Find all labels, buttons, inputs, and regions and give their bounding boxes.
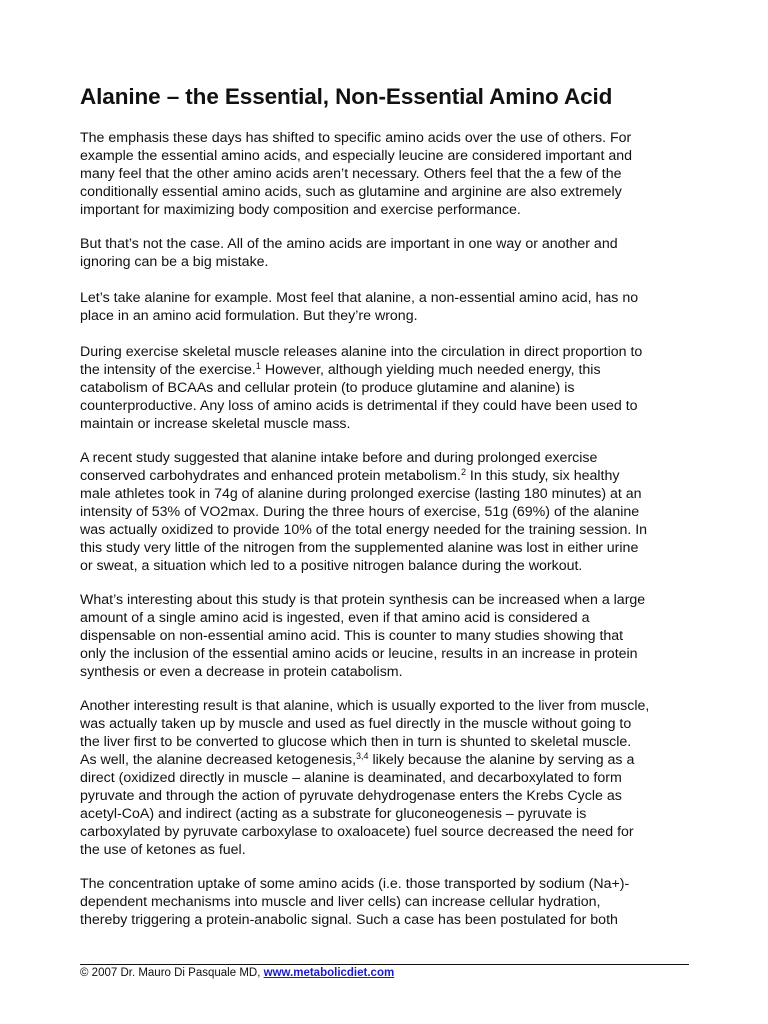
text-line: or sweat, a situation which led to a positive nitrogen balance during the workout. <box>80 558 583 574</box>
text-line: the intensity of the exercise.$^1$ However, although yielding much needed energy, this <box>80 361 601 378</box>
text-line: was actually oxidized to provide 10% of the total energy needed for the training session. In <box>80 522 648 538</box>
text-line: dependent mechanisms into muscle and liver cells) can increase cellular hydration, <box>80 894 601 910</box>
text-line: conditionally essential amino acids, such as glutamine and arginine are also extremely <box>80 184 622 200</box>
text-line: important for maximizing body composition and exercise performance. <box>80 202 521 218</box>
paragraph-intro <box>80 129 692 219</box>
text-line: only the inclusion of the essential amino acids or leucine, results in an increase in protein <box>80 646 638 662</box>
text-line: conserved carbohydrates and enhanced protein metabolism.$^2$ In this study, six healthy <box>80 467 620 484</box>
text-line: thereby triggering a protein-anabolic signal. Such a case has been postulated for both <box>80 912 618 928</box>
footnote-ref: 1 <box>255 361 261 371</box>
paragraph-exercise-release <box>80 343 692 433</box>
text-line: Another interesting result is that alanine, which is usually exported to the liver from muscle, <box>80 698 650 714</box>
text-line: But that’s not the case. All of the amino acids are important in one way or another and <box>80 236 618 252</box>
text-line: During exercise skeletal muscle releases alanine into the circulation in direct proportion to <box>80 344 643 360</box>
text-line: dispensable on non-essential amino acid. This is counter to many studies showing that <box>80 628 624 644</box>
page-title: Alanine – the Essential, Non-Essential Amino Acid <box>80 84 613 109</box>
paragraph-cellular-hydration <box>80 875 692 929</box>
page-footer <box>80 965 394 981</box>
text-line: pyruvate and through the action of pyruvate dehydrogenase enters the Krebs Cycle as <box>80 788 622 804</box>
paragraph-muscle-fuel <box>80 697 692 859</box>
text-line: The emphasis these days has shifted to specific amino acids over the use of others. For <box>80 130 632 146</box>
paragraph-not-the-case <box>80 235 692 271</box>
text-line: this study very little of the nitrogen from the supplemented alanine was lost in either urine <box>80 540 639 556</box>
text-line: male athletes took in 74g of alanine during prolonged exercise (lasting 180 minutes) at an <box>80 486 642 502</box>
paragraph-recent-study <box>80 449 692 575</box>
text-line: maintain or increase skeletal muscle mass. <box>80 416 351 432</box>
footnote-ref: 3,4 <box>356 751 369 761</box>
text-line: counterproductive. Any loss of amino acids is detrimental if they could have been used to <box>80 398 638 414</box>
text-line: direct (oxidized directly in muscle – alanine is deaminated, and decarboxylated to form <box>80 770 622 786</box>
text-line: was actually taken up by muscle and used as fuel directly in the muscle without going to <box>80 716 632 732</box>
text-line: Let’s take alanine for example. Most feel that alanine, a non-essential amino acid, has no <box>80 290 639 306</box>
footer-copyright: © 2007 Dr. Mauro Di Pasquale MD, <box>80 967 261 979</box>
footnote-ref: 2 <box>460 467 466 477</box>
text-line: intensity of 53% of VO2max. During the three hours of exercise, 51g (69%) of the alanine <box>80 504 640 520</box>
text-line: example the essential amino acids, and especially leucine are considered important and <box>80 148 633 164</box>
text-line: carboxylated by pyruvate carboxylase to oxaloacete) fuel source decreased the need for <box>80 824 634 840</box>
text-line: synthesis or even a decrease in protein catabolism. <box>80 664 403 680</box>
paragraph-alanine-example <box>80 289 692 325</box>
text-line: acetyl-CoA) and indirect (acting as a substrate for gluconeogenesis – pyruvate is <box>80 806 587 822</box>
text-line: What’s interesting about this study is that protein synthesis can be increased when a large <box>80 592 646 608</box>
text-line: the use of ketones as fuel. <box>80 842 246 858</box>
paragraph-protein-synthesis <box>80 591 692 681</box>
text-line: many feel that the other amino acids aren’t necessary. Others feel that the a few of the <box>80 166 622 182</box>
text-line: A recent study suggested that alanine intake before and during prolonged exercise <box>80 450 598 466</box>
text-line: catabolism of BCAAs and cellular protein (to produce glutamine and alanine) is <box>80 380 575 396</box>
text-line: place in an amino acid formulation. But they’re wrong. <box>80 308 418 324</box>
text-line: The concentration uptake of some amino acids (i.e. those transported by sodium (Na+)- <box>80 876 630 892</box>
text-line: amount of a single amino acid is ingested, even if that amino acid is considered a <box>80 610 590 626</box>
footer-website-link[interactable]: www.metabolicdiet.com <box>263 967 395 979</box>
text-line: As well, the alanine decreased ketogenesis,$^{3,4}$ likely because the alanine by serving as a <box>80 751 635 768</box>
text-line: the liver first to be converted to glucose which then in turn is shunted to skeletal muscle. <box>80 734 632 750</box>
text-line: ignoring can be a big mistake. <box>80 254 269 270</box>
